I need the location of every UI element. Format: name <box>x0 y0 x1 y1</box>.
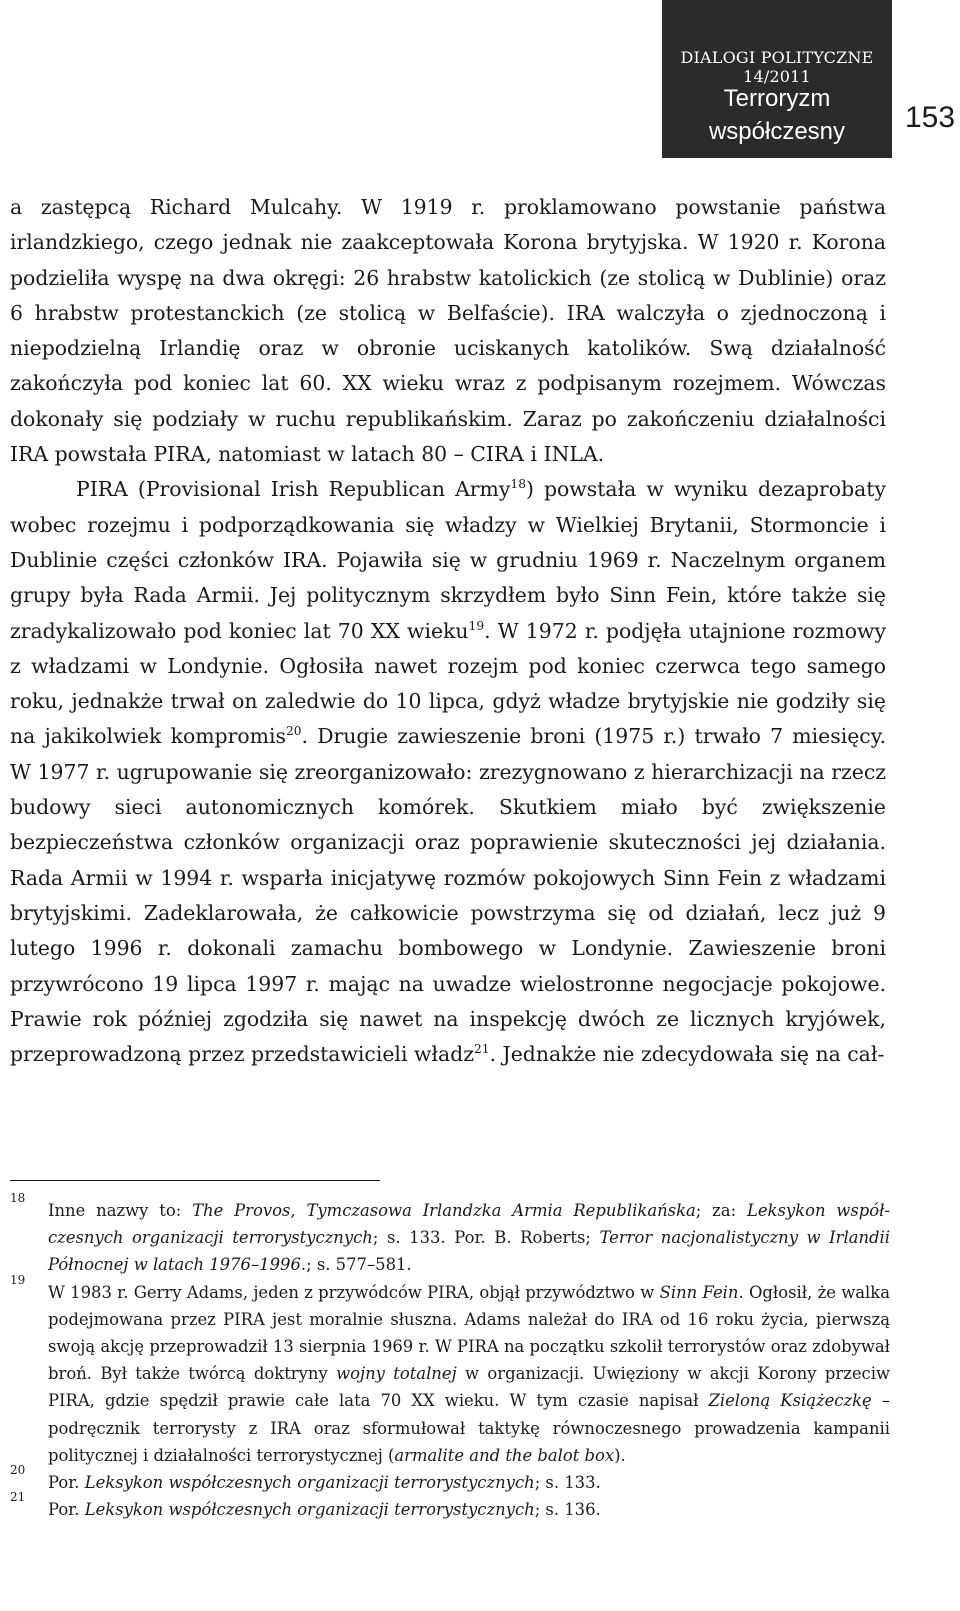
main-text <box>10 190 886 1072</box>
footnote-separator <box>10 1180 380 1181</box>
footnote-19 <box>10 1272 891 1469</box>
footnote-21 <box>10 1490 890 1523</box>
section-title <box>662 82 892 148</box>
fn-text-run: W 1983 r. Gerry Adams, jeden z przywódców PIRA, objął przywództwo w <box>48 1282 660 1302</box>
fn-text-run: Inne nazwy to: <box>48 1201 193 1220</box>
fn-italic-run: Sinn Fein <box>659 1282 739 1302</box>
fn-text-run: , <box>290 1201 307 1220</box>
fn-text-run: Por. <box>48 1500 85 1520</box>
footnotes <box>10 1191 891 1523</box>
paragraph-2-part-e: . Jednakże nie zdecydowała się na cał- <box>489 1042 885 1067</box>
page-number: 153 <box>905 101 956 134</box>
fn-italic-run: Leksykon współczesnych organizacji terrorystycznych <box>48 1201 891 1248</box>
footnote-number: 21 <box>10 1490 26 1505</box>
fn-text-run: . Ogłosił, że walka podejmowana przez PIRA jest moralnie słuszna. Adams należał do IRA od 16 roku życia, pierwszą swoją akcję przeprowadził 13 sierpnia 1969 r. W PIRA na początku szkolił terrorystów oraz zdobywał broń. Był także twórcą doktryny <box>48 1282 890 1384</box>
footnote-text <box>48 1473 601 1492</box>
running-header <box>662 0 892 158</box>
fn-italic-run: Terror nacjonalistyczny w Irlandii Północnej w latach 1976–1996. <box>48 1228 891 1275</box>
fn-italic-run: wojny totalnej <box>336 1364 457 1384</box>
footnote-number: 18 <box>10 1191 26 1205</box>
fn-text-run: ; s. 133. <box>534 1473 601 1493</box>
footnote-ref-19: 19 <box>468 618 485 633</box>
section-title-line2: współczesny <box>708 118 846 145</box>
fn-italic-run: armalite and the balot box <box>394 1445 615 1465</box>
fn-text-run: ). <box>614 1445 626 1465</box>
fn-text-run: Por. <box>48 1473 85 1493</box>
footnote-20 <box>10 1463 890 1496</box>
fn-text-run: w organizacji. Uwięziony w akcji Korony przeciw PIRA, gdzie spędził prawie całe lata 70 XX wieku. W tym czasie napisał <box>48 1364 891 1411</box>
paragraph-2 <box>10 472 886 1072</box>
fn-italic-run: Leksykon współczesnych organizacji terrorystycznych <box>84 1473 535 1493</box>
fn-text-run: ; s. 133. Por. B. Roberts; <box>372 1228 600 1248</box>
footnote-text <box>48 1283 890 1465</box>
footnote-ref-18: 18 <box>510 477 526 492</box>
paragraph-2-part-d: . Drugie zawieszenie broni (1975 r.) trwało 7 miesięcy. W 1977 r. ugrupowanie się zreorganizowało: zrezygnowano z hierarchizacji na rzecz budowy sieci autonomicznych komórek. Skutkiem miało być zwiększenie bezpieczeństwa członków organizacji oraz poprawienie skuteczności jej działania. Rada Armii w 1994 r. wsparła inicjatywę rozmów pokojowych Sinn Fein z władzami brytyjskimi. Zadeklarowała, że całkowicie powstrzyma się od działań, lecz już 9 lutego 1996 r. dokonali zamachu bombowego w Londynie. Zawieszenie broni przywrócono 19 lipca 1997 r. mając na uwadze wielostronne negocjacje pokojowe. Prawie rok później zgodziła się nawet na inspekcję dwóch ze licznych kryjówek, przeprowadzoną przez przedstawicieli władz <box>10 724 886 1067</box>
footnote-text <box>48 1201 890 1274</box>
paragraph-1: a zastępcą Richard Mulcahy. W 1919 r. proklamowano powstanie państwa irlandzkiego, czego jednak nie zaakceptowała Korona brytyjska. W 1920 r. Korona podzieliła wyspę na dwa okręgi: 26 hrabstw katolickich (ze stolicą w Dublinie) oraz 6 hrabstw protestanckich (ze stolicą w Belfaście). IRA walczyła o zjednoczoną i niepodzielną Irlandię oraz w obronie uciskanych katolików. Swą działalność zakończyła pod koniec lat 60. XX wieku wraz z podpisanym rozejmem. Wówczas dokonały się podziały w ruchu republikańskim. Zaraz po zakończeniu działalności IRA powstała PIRA, natomiast w latach 80 – CIRA i INLA. <box>10 195 886 467</box>
fn-text-run: ; za: <box>695 1201 747 1220</box>
footnote-number: 19 <box>10 1272 26 1287</box>
fn-italic-run: Tymczasowa Irlandzka Armia Republikańska <box>306 1201 696 1220</box>
footnote-18 <box>10 1191 891 1279</box>
footnote-ref-21: 21 <box>473 1042 490 1057</box>
footnote-number: 20 <box>10 1463 26 1478</box>
footnote-ref-20: 20 <box>285 724 302 739</box>
paragraph-2-part-c: . W 1972 r. podjęła utajnione rozmowy z władzami w Londynie. Ogłosiła nawet rozejm pod koniec czerwca tego samego roku, jednakże trwał on zaledwie do 10 lipca, gdyż władze brytyjskie nie godziły się na jakikolwiek kompromis <box>10 618 886 749</box>
fn-italic-run: Zieloną Książeczkę <box>708 1391 872 1411</box>
fn-text-run: ; s. 577–581. <box>306 1255 412 1275</box>
paragraph-2-part-a: PIRA (Provisional Irish Republican Army <box>76 477 511 502</box>
paragraph-2-part-b: ) powstała w wyniku dezaprobaty wobec rozejmu i podporządkowania się władzy w Wielkiej Brytanii, Stormoncie i Dublinie części członków IRA. Pojawiła się w grudniu 1969 r. Naczelnym organem grupy była Rada Armii. Jej politycznym skrzydłem było Sinn Fein, które także się zradykalizowało pod koniec lat 70 XX wieku <box>10 477 886 643</box>
fn-text-run: – podręcznik terrorysty z IRA oraz sformułował taktykę równoczesnego prowadzenia kampanii politycznej i działalności terrorystycznej ( <box>48 1391 891 1465</box>
journal-name: DIALOGI POLITYCZNE 14/2011 <box>680 48 874 86</box>
fn-italic-run: The Provos <box>192 1201 291 1220</box>
fn-italic-run: Leksykon współczesnych organizacji terrorystycznych <box>84 1500 535 1520</box>
fn-text-run: ; s. 136. <box>534 1500 601 1520</box>
section-title-line1: Terroryzm <box>723 85 831 112</box>
footnote-text <box>48 1500 601 1519</box>
